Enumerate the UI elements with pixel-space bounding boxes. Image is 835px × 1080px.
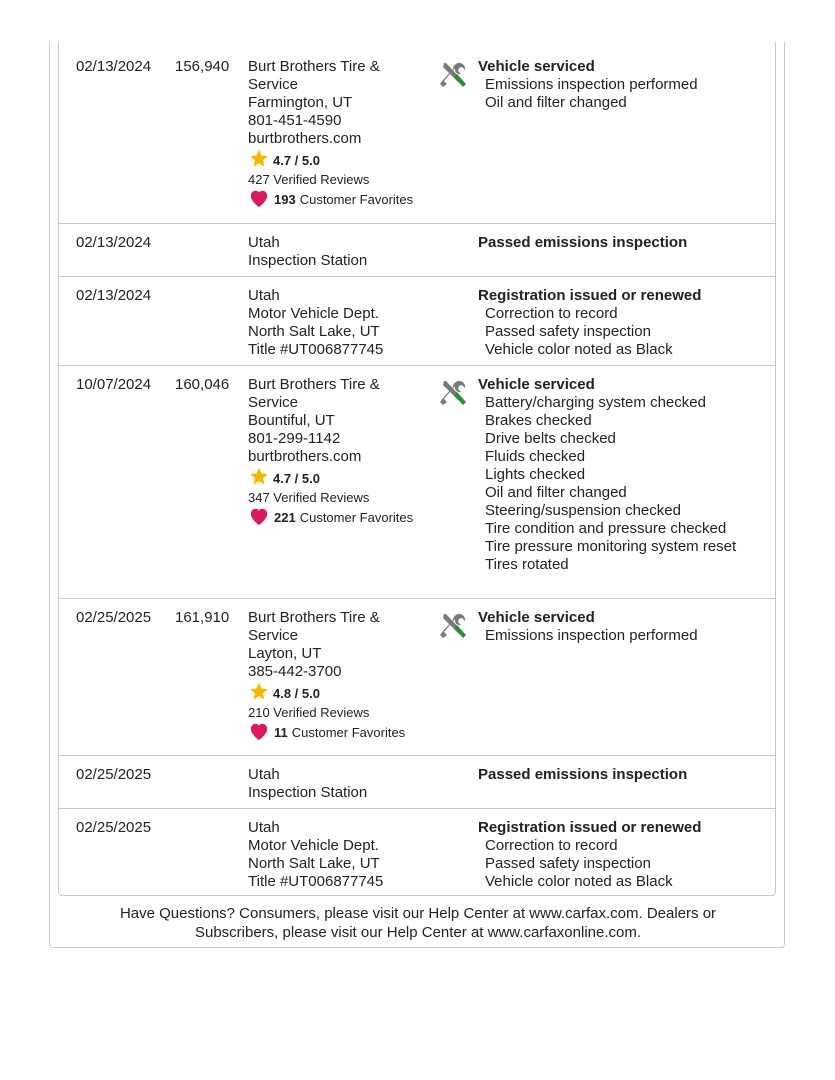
footer-line-2: Subscribers, please visit our Help Center at www.carfaxonline.com. [194,924,642,941]
verified-reviews-link[interactable]: 427 Verified Reviews [248,172,370,187]
record-date: 02/13/2024 [76,58,152,75]
source-line: North Salt Lake, UT [248,323,380,340]
record-date: 10/07/2024 [76,376,152,393]
record-date: 02/13/2024 [76,287,152,304]
record-source [248,819,438,891]
source-line: Layton, UT [248,645,322,662]
record-row [59,809,775,896]
source-line: Burt Brothers Tire & [248,58,380,75]
source-line: Service [248,627,299,644]
record-comments [478,819,768,891]
record-source [248,376,438,529]
source-line: Inspection Station [248,784,368,801]
comment-item: Emissions inspection performed [485,76,698,93]
rating-value: 4.7 / 5.0 [273,471,320,486]
comment-item: Fluids checked [485,448,586,465]
comment-item: Vehicle color noted as Black [485,341,673,358]
comment-item: Oil and filter changed [485,94,627,111]
record-source [248,234,438,270]
source-line: Title #UT006877745 [248,873,384,890]
source-line: Farmington, UT [248,94,353,111]
source-line: Motor Vehicle Dept. [248,837,379,854]
comment-title: Passed emissions inspection [478,766,688,783]
customer-favorites [248,507,438,529]
service-tools-icon [438,611,468,641]
source-line: 801-451-4590 [248,112,342,129]
source-line: Burt Brothers Tire & [248,609,380,626]
record-comments [478,287,768,359]
comment-item: Steering/suspension checked [485,502,681,519]
comment-item: Passed safety inspection [485,323,651,340]
comment-item: Tire pressure monitoring system reset [485,538,737,555]
favorites-label: Customer Favorites [299,192,414,207]
heart-icon [248,506,270,531]
verified-reviews-link[interactable]: 347 Verified Reviews [248,490,370,505]
comment-item: Vehicle color noted as Black [485,873,673,890]
source-line: Title #UT006877745 [248,341,384,358]
source-line: Inspection Station [248,252,368,269]
record-comments [478,234,768,252]
source-line: Bountiful, UT [248,412,335,429]
customer-favorites [248,189,438,211]
comment-title: Passed emissions inspection [478,234,688,251]
source-line: burtbrothers.com [248,448,362,465]
record-row [59,599,775,756]
record-comments [478,58,768,112]
comment-item: Brakes checked [485,412,592,429]
record-date: 02/25/2025 [76,609,152,626]
comment-item: Lights checked [485,466,586,483]
record-comments [478,609,768,645]
comment-item: Correction to record [485,837,618,854]
source-line: North Salt Lake, UT [248,855,380,872]
comment-item: Passed safety inspection [485,855,651,872]
comment-title: Vehicle serviced [478,376,595,393]
record-odometer: 156,940 [175,58,230,75]
record-odometer: 161,910 [175,609,230,626]
record-source [248,609,438,744]
comment-item: Emissions inspection performed [485,627,698,644]
source-line: Utah [248,287,280,304]
source-line: Utah [248,819,280,836]
source-line: Service [248,394,299,411]
help-footer [60,904,776,942]
record-date: 02/13/2024 [76,234,152,251]
record-date: 02/25/2025 [76,766,152,783]
comment-item: Tire condition and pressure checked [485,520,727,537]
shop-rating [248,684,438,704]
source-line: Burt Brothers Tire & [248,376,380,393]
record-row [59,756,775,809]
comment-item: Oil and filter changed [485,484,627,501]
shop-rating [248,151,438,171]
favorites-label: Customer Favorites [291,725,406,740]
record-source [248,766,438,802]
shop-rating [248,469,438,489]
favorites-count: 11 [274,725,288,740]
source-line: Utah [248,766,280,783]
heart-icon [248,721,270,746]
record-row [59,224,775,277]
verified-reviews-link[interactable]: 210 Verified Reviews [248,705,370,720]
rating-value: 4.7 / 5.0 [273,153,320,168]
comment-item: Battery/charging system checked [485,394,706,411]
record-date: 02/25/2025 [76,819,152,836]
comment-title: Registration issued or renewed [478,287,702,304]
favorites-count: 193 [274,192,296,207]
footer-line-1: Have Questions? Consumers, please visit our Help Center at www.carfax.com. Dealers or [119,905,717,922]
customer-favorites [248,722,438,744]
comment-item: Tires rotated [485,556,569,573]
record-odometer: 160,046 [175,376,230,393]
comment-title: Vehicle serviced [478,58,595,75]
comment-item: Drive belts checked [485,430,616,447]
source-line: 385-442-3700 [248,663,342,680]
record-comments [478,766,768,784]
record-row [59,366,775,599]
record-row [59,48,775,224]
comment-title: Vehicle serviced [478,609,595,626]
record-comments [478,376,768,574]
source-line: burtbrothers.com [248,130,362,147]
record-row [59,277,775,366]
comment-title: Registration issued or renewed [478,819,702,836]
source-line: 801-299-1142 [248,430,341,447]
service-tools-icon [438,60,468,90]
favorites-count: 221 [274,510,296,525]
favorites-label: Customer Favorites [299,510,414,525]
source-line: Service [248,76,299,93]
service-tools-icon [438,378,468,408]
source-line: Motor Vehicle Dept. [248,305,379,322]
record-source [248,58,438,211]
record-source [248,287,438,359]
heart-icon [248,188,270,213]
rating-value: 4.8 / 5.0 [273,686,320,701]
comment-item: Correction to record [485,305,618,322]
source-line: Utah [248,234,280,251]
